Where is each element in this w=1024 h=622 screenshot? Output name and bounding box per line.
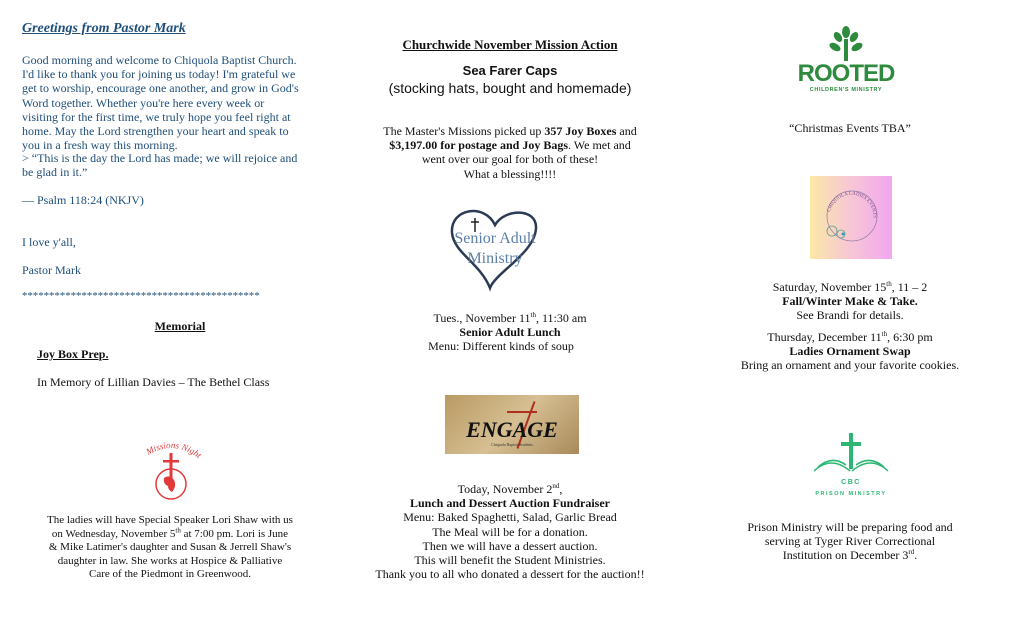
logo-text: Ministry	[467, 250, 523, 267]
senior-adult-ministry-logo	[440, 203, 550, 298]
missions-night-logo	[138, 436, 204, 500]
report-line	[340, 124, 680, 138]
text: Tues., November 11	[433, 311, 531, 325]
prison-logo-title: CBC	[841, 479, 861, 486]
prison-ministry-logo	[806, 433, 896, 503]
text: $3,197.00 for postage and Joy Bags	[389, 138, 568, 153]
greeting-citation: — Psalm 118:24 (NKJV)	[22, 193, 144, 207]
memorial-entry: In Memory of Lillian Davies – The Bethel Class	[37, 375, 270, 389]
engage-line: Menu: Baked Spaghetti, Salad, Garlic Bread	[403, 510, 617, 525]
missions-line: daughter in law. She works at Hospice & Palliative	[57, 554, 283, 567]
christmas-note: “Christmas Events TBA”	[789, 121, 911, 135]
greeting-body: Good morning and welcome to Chiquola Baptist Church. I'd like to thank you for joining us today! I'm grateful we get to worship, encourage one another, and grow in God's Word together. Whether you're here every week or visiting for the first time, we truly hope you feel right at home. May the Lord strengthen your heart and speak to you in a fresh way this morning.	[22, 53, 299, 153]
prison-text	[720, 520, 980, 563]
engage-logo-text: ENGAGE	[466, 417, 558, 442]
text: and	[616, 124, 637, 138]
event-note: Bring an ornament and your favorite cookies.	[740, 358, 960, 373]
engage-line: The Meal will be for a donation.	[432, 524, 588, 539]
text: on Wednesday, November 5	[51, 527, 176, 540]
event-note: See Brandi for details.	[796, 308, 904, 323]
tree-icon	[795, 25, 897, 63]
ladies-event-2	[720, 330, 980, 373]
text: , 6:30 pm	[887, 330, 933, 344]
prison-line	[720, 548, 980, 562]
greeting-title: Greetings from Pastor Mark	[22, 21, 186, 36]
ladies-events-logo	[810, 176, 892, 259]
missions-night-logo-text: Missions Night	[144, 439, 204, 461]
text: 357 Joy Boxes	[544, 124, 617, 138]
cross-book-icon	[806, 433, 896, 479]
text: ,	[559, 482, 563, 496]
mission-action-title: Churchwide November Mission Action	[402, 37, 618, 52]
sup: nd	[552, 482, 560, 490]
ladies-logo-text: CHIQUOLA LADIES EVENTS	[827, 191, 877, 218]
text: Thursday, December 11	[767, 330, 882, 344]
divider: ********************************************	[22, 290, 260, 302]
mission-action-item: Sea Farer Caps	[462, 63, 558, 78]
event-title: Ladies Ornament Swap	[789, 344, 911, 359]
engage-title: Lunch and Dessert Auction Fundraiser	[409, 496, 611, 511]
text: , 11:30 am	[536, 311, 587, 325]
mission-action-report	[340, 124, 680, 181]
rooted-logo	[795, 25, 897, 97]
engage-line: This will benefit the Student Ministries.	[414, 553, 606, 568]
rooted-logo-sub: CHILDREN'S MINISTRY	[809, 87, 883, 93]
engage-logo-sub: Chiquola Baptist Students	[491, 442, 533, 447]
text: Today, November 2	[457, 482, 553, 496]
greeting-closing: I love y'all,	[22, 235, 76, 249]
engage-event	[340, 482, 680, 581]
report-line: What a blessing!!!!	[463, 166, 557, 181]
engage-date	[340, 482, 680, 496]
svg-text:Missions Night	[143, 440, 203, 460]
memorial-title: Memorial	[154, 319, 206, 333]
prison-logo-sub: PRISON MINISTRY	[815, 491, 887, 497]
event-title: Fall/Winter Make & Take.	[782, 294, 918, 309]
missions-line	[20, 525, 320, 542]
mission-action-note: (stocking hats, bought and homemade)	[388, 80, 632, 96]
engage-line: Thank you to all who donated a dessert for the auction!!	[375, 567, 645, 582]
greeting-signature: Pastor Mark	[22, 263, 81, 277]
text: .	[914, 548, 918, 563]
sup: th	[530, 311, 536, 319]
event-date	[720, 280, 980, 294]
rooted-logo-title: ROOTED	[797, 60, 895, 87]
text: Institution on December 3	[782, 548, 909, 563]
missions-line: The ladies will have Special Speaker Lori Shaw with us	[47, 514, 293, 526]
sup: th	[886, 280, 892, 288]
report-line	[340, 138, 680, 152]
text: at 7:00 pm. Lori is June	[180, 527, 289, 540]
missions-night-text	[20, 514, 320, 582]
logo-text: Senior Adult	[454, 230, 536, 247]
senior-event: Senior Adult Lunch	[459, 325, 561, 340]
sup: th	[881, 330, 888, 338]
ladies-event-1	[720, 280, 980, 323]
event-date	[720, 330, 980, 344]
svg-text:CHIQUOLA LADIES EVENTS	[827, 192, 876, 219]
text: , 11 – 2	[891, 280, 928, 294]
engage-logo	[445, 395, 579, 454]
senior-date	[340, 311, 680, 325]
report-line: went over our goal for both of these!	[421, 152, 599, 167]
senior-lunch	[340, 311, 680, 354]
prison-line: serving at Tyger River Correctional	[764, 534, 936, 549]
memorial-subtitle: Joy Box Prep.	[37, 347, 109, 361]
text: Saturday, November 15	[772, 280, 887, 294]
text: The Master's Missions picked up	[383, 124, 545, 138]
prison-line: Prison Ministry will be preparing food and	[747, 520, 953, 534]
sup: th	[175, 525, 181, 534]
text: . We met and	[568, 138, 631, 153]
missions-line: Care of the Piedmont in Greenwood.	[89, 568, 251, 580]
greeting-quote: > “This is the day the Lord has made; we will rejoice and be glad in it.”	[22, 151, 298, 180]
missions-line: & Mike Latimer's daughter and Susan & Jerrell Shaw's	[48, 541, 292, 553]
engage-line: Then we will have a dessert auction.	[422, 538, 598, 553]
sup: rd	[908, 548, 915, 557]
senior-menu: Menu: Different kinds of soup	[428, 339, 574, 354]
